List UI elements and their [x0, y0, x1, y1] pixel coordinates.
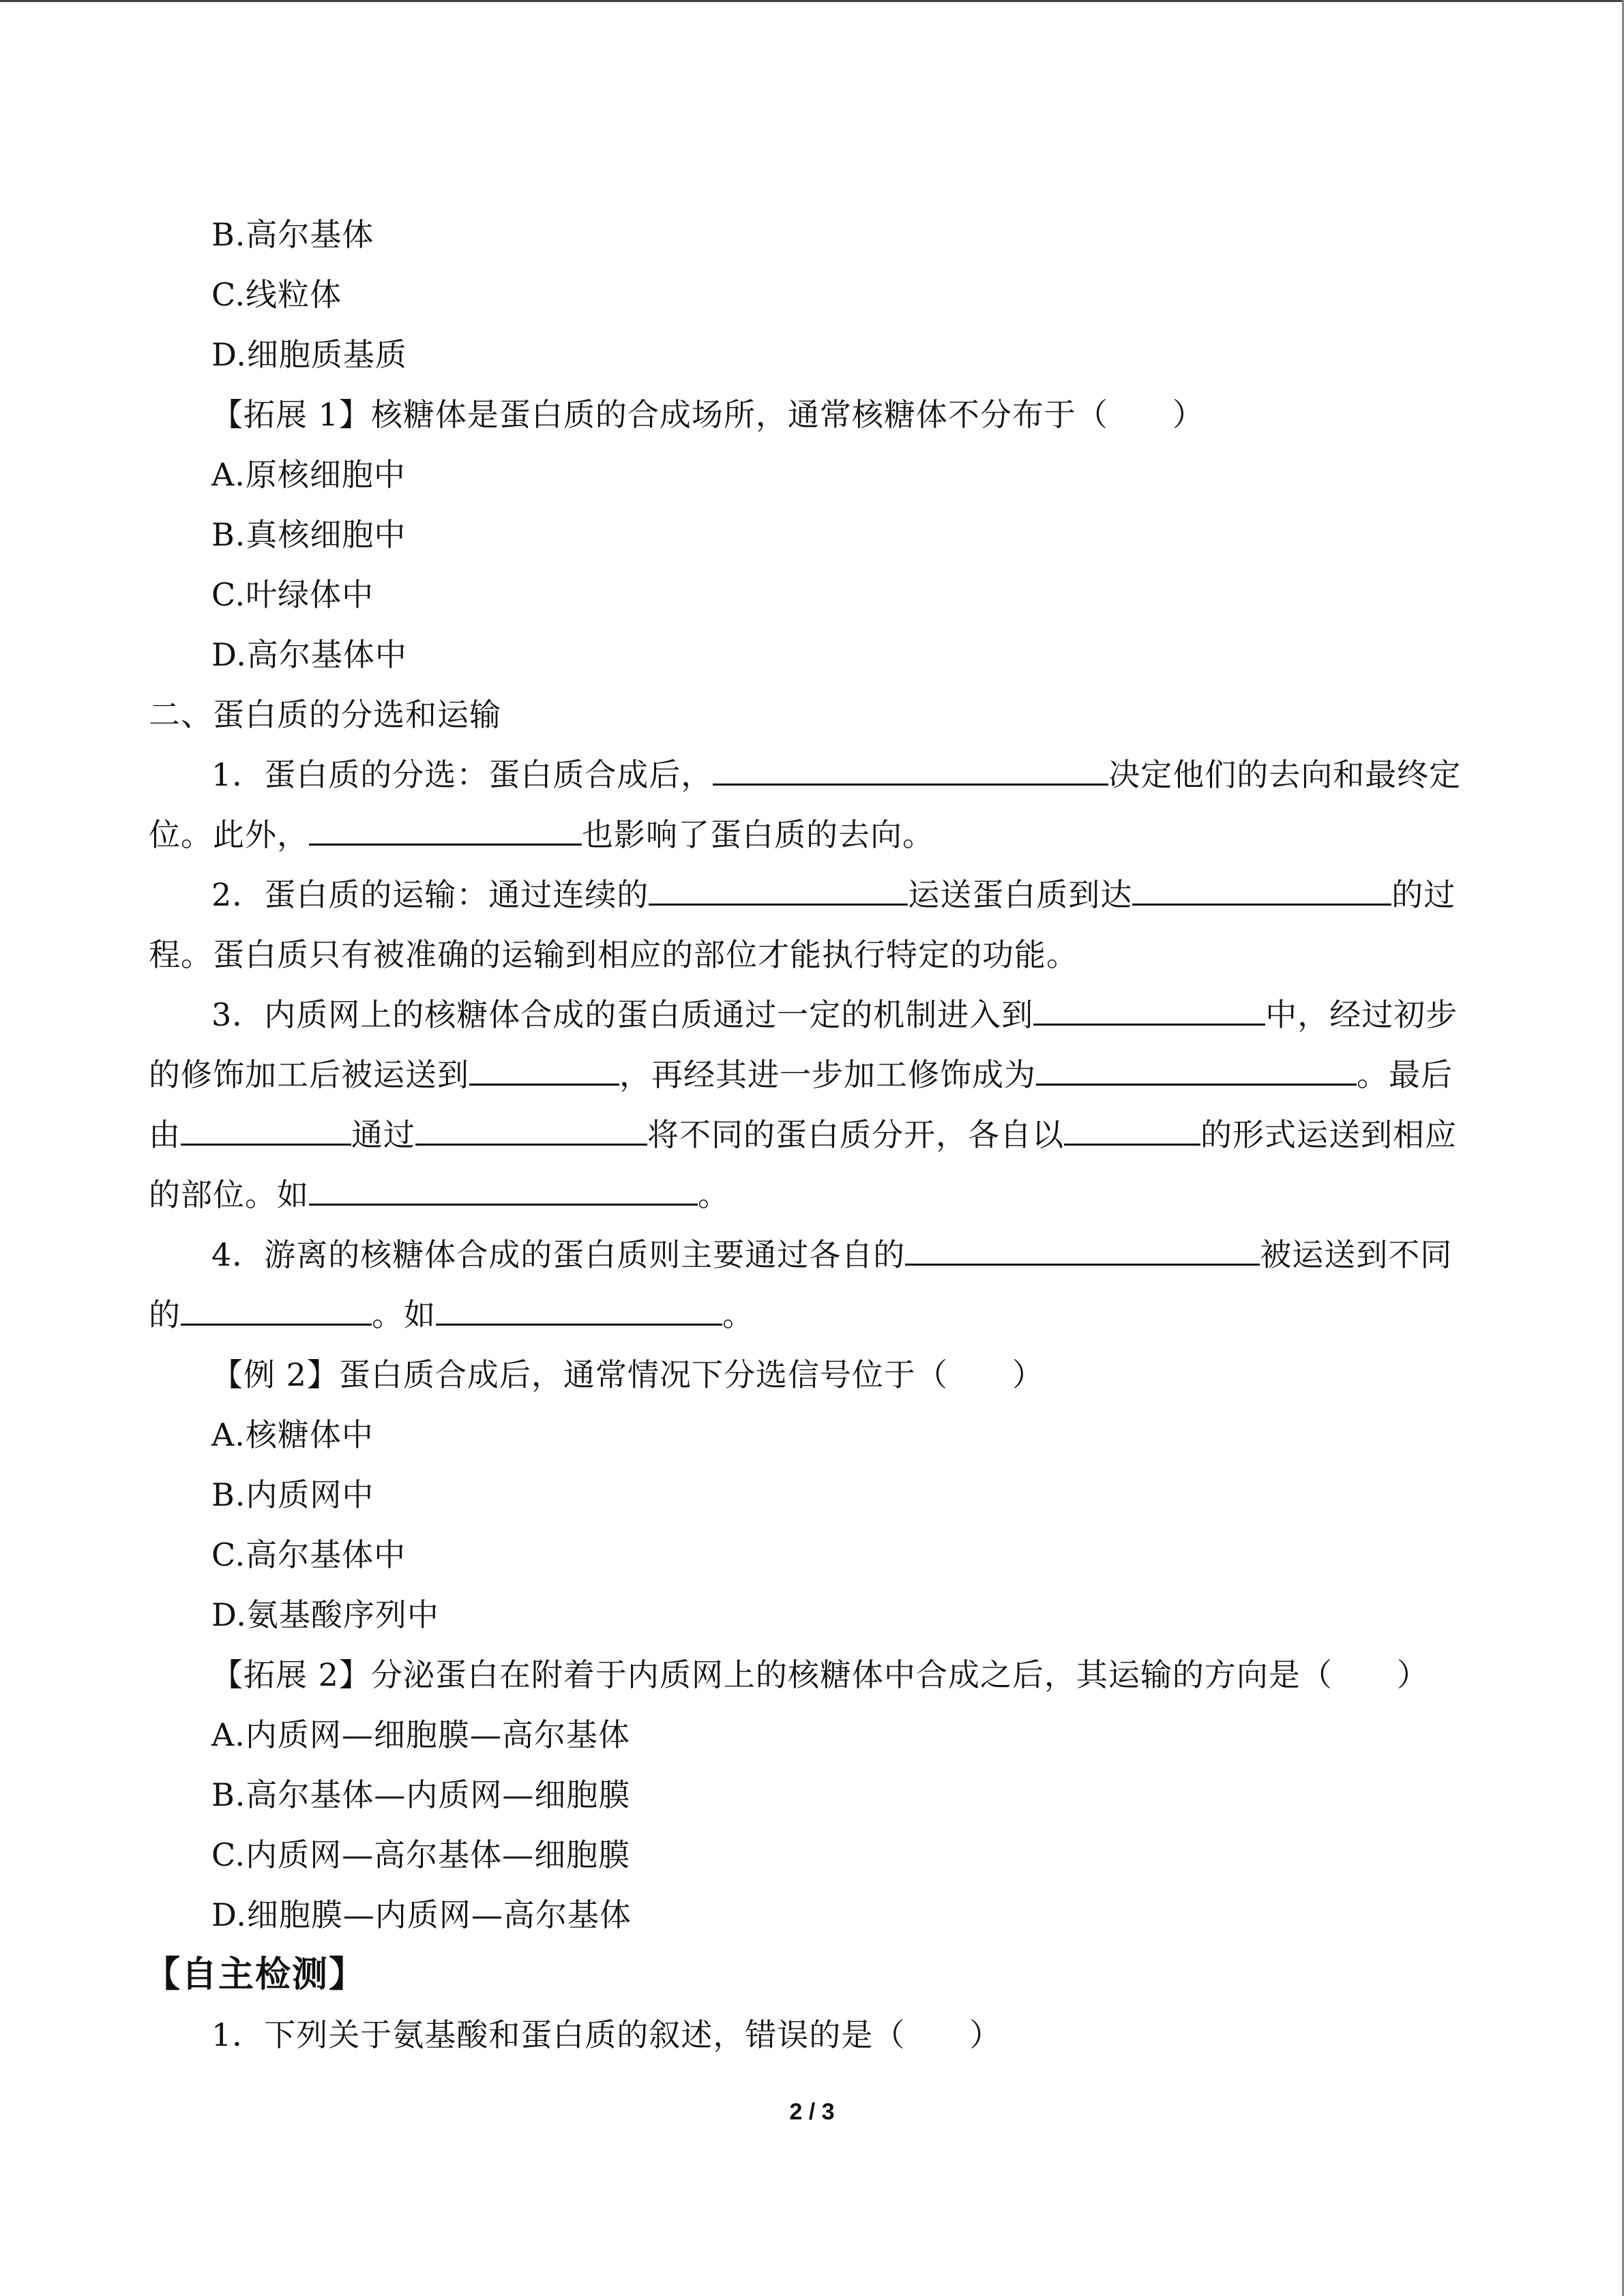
option-d: D.细胞质基质 — [211, 336, 407, 373]
para-4-text-3: 的 — [149, 1296, 181, 1333]
para-4-text-2: 被运送到不同 — [1260, 1236, 1453, 1273]
blank-6[interactable] — [469, 1048, 619, 1086]
blank-11[interactable] — [309, 1168, 698, 1206]
blank-10[interactable] — [1064, 1108, 1200, 1146]
para-3-text-4: ，再经其进一步加工修饰成为 — [619, 1056, 1036, 1093]
para-2-text-1: 2．蛋白质的运输：通过连续的 — [211, 876, 649, 913]
para-1-line-1 — [149, 745, 1479, 805]
para-4-line-1 — [149, 1225, 1479, 1285]
page-number: 2 / 3 — [789, 2099, 835, 2125]
section-2-heading: 二、蛋白质的分选和运输 — [149, 696, 501, 733]
para-1-text-3: 位。此外， — [149, 816, 309, 853]
para-1-text-1: 1．蛋白质的分选：蛋白质合成后， — [211, 756, 713, 793]
blank-4[interactable] — [1132, 868, 1391, 906]
para-2-text-3: 的过 — [1391, 876, 1456, 913]
para-4-text-5: 。 — [722, 1296, 754, 1333]
extension-2-option-b: B.高尔基体—内质网—细胞膜 — [211, 1776, 631, 1813]
para-3-text-3: 的修饰加工后被运送到 — [149, 1056, 469, 1093]
option-c: C.线粒体 — [211, 276, 342, 313]
para-3-text-11: 。 — [698, 1176, 730, 1213]
extension-1-question: 【拓展 1】核糖体是蛋白质的合成场所，通常核糖体不分布于（ ） — [211, 396, 1205, 433]
para-3-text-9: 的形式运送到相应 — [1200, 1116, 1457, 1153]
para-2-line-2: 程。蛋白质只有被准确的运输到相应的部位才能执行特定的功能。 — [149, 936, 1078, 973]
blank-9[interactable] — [415, 1108, 647, 1146]
example-2-option-c: C.高尔基体中 — [211, 1536, 407, 1573]
option-b: B.高尔基体 — [211, 216, 374, 253]
top-border — [0, 0, 1624, 2]
para-3-text-2: 中，经过初步 — [1265, 996, 1458, 1033]
extension-1-option-a: A.原核细胞中 — [211, 456, 406, 493]
blank-3[interactable] — [649, 868, 908, 906]
blank-8[interactable] — [181, 1108, 351, 1146]
para-4-text-4: 。如 — [372, 1296, 436, 1333]
example-2-option-a: A.核糖体中 — [211, 1416, 374, 1453]
blank-12[interactable] — [905, 1228, 1260, 1266]
para-3-text-6: 由 — [149, 1116, 181, 1153]
page-content — [145, 205, 1479, 2065]
self-check-question-1: 1．下列关于氨基酸和蛋白质的叙述，错误的是（ ） — [211, 2016, 1002, 2053]
para-3-text-7: 通过 — [351, 1116, 415, 1153]
extension-2-option-c: C.内质网—高尔基体—细胞膜 — [211, 1836, 631, 1873]
para-4-line-2 — [149, 1285, 1479, 1345]
extension-1-option-c: C.叶绿体中 — [211, 576, 374, 613]
para-1-text-4: 也影响了蛋白质的去向。 — [582, 816, 934, 853]
blank-2[interactable] — [309, 808, 582, 846]
para-3-line-4 — [149, 1165, 1479, 1225]
blank-5[interactable] — [1033, 988, 1265, 1026]
para-3-line-2 — [149, 1045, 1479, 1105]
example-2-question: 【例 2】蛋白质合成后，通常情况下分选信号位于（ ） — [211, 1356, 1044, 1393]
extension-2-question: 【拓展 2】分泌蛋白在附着于内质网上的核糖体中合成之后，其运输的方向是（ ） — [211, 1656, 1429, 1693]
para-2-line-1 — [149, 865, 1479, 925]
para-3-text-8: 将不同的蛋白质分开，各自以 — [647, 1116, 1064, 1153]
blank-7[interactable] — [1036, 1048, 1357, 1086]
blank-14[interactable] — [436, 1288, 722, 1326]
example-2-option-d: D.氨基酸序列中 — [211, 1596, 439, 1633]
para-3-text-1: 3．内质网上的核糖体合成的蛋白质通过一定的机制进入到 — [211, 996, 1034, 1033]
self-check-heading: 【自主检测】 — [145, 1954, 366, 1995]
para-3-line-3 — [149, 1105, 1479, 1165]
extension-2-option-a: A.内质网—细胞膜—高尔基体 — [211, 1716, 630, 1753]
extension-2-option-d: D.细胞膜—内质网—高尔基体 — [211, 1896, 632, 1933]
example-2-option-b: B.内质网中 — [211, 1476, 374, 1513]
para-3-line-1 — [149, 985, 1479, 1045]
para-1-line-2 — [149, 805, 1479, 865]
para-3-text-10: 的部位。如 — [149, 1176, 309, 1213]
extension-1-option-d: D.高尔基体中 — [211, 636, 407, 673]
para-2-text-2: 运送蛋白质到达 — [908, 876, 1133, 913]
para-3-text-5: 。最后 — [1357, 1056, 1453, 1093]
extension-1-option-b: B.真核细胞中 — [211, 516, 407, 553]
para-4-text-1: 4．游离的核糖体合成的蛋白质则主要通过各自的 — [211, 1236, 906, 1273]
blank-13[interactable] — [181, 1288, 372, 1326]
blank-1[interactable] — [713, 748, 1108, 786]
para-1-text-2: 决定他们的去向和最终定 — [1108, 756, 1462, 793]
